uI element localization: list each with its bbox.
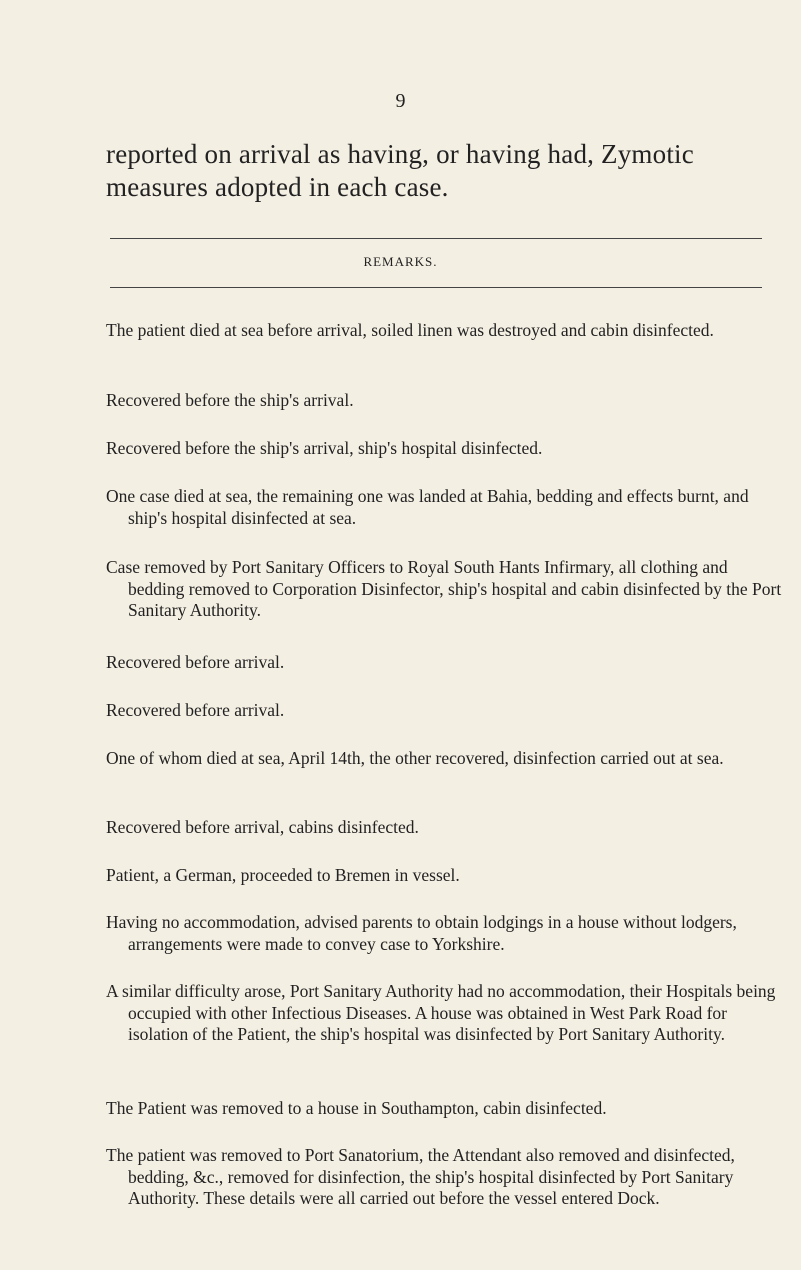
remark-5: Case removed by Port Sanitary Officers to Royal South Hants Infirmary, all clothing and bedding removed to Corporation Disinfector, ship's hospital and cabin disinfected by the Port Sanitary Authority. bbox=[106, 557, 782, 620]
remark-10: Patient, a German, proceeded to Bremen in vessel. bbox=[106, 865, 460, 885]
remark-9: Recovered before arrival, cabins disinfected. bbox=[106, 817, 419, 837]
remark-1: The patient died at sea before arrival, soiled linen was destroyed and cabin disinfected. bbox=[106, 320, 714, 340]
remark-14: The patient was removed to Port Sanatorium, the Attendant also removed and disinfected, bedding, &c., removed for disinfection, the ship's hospital disinfected by Port Sanitary Authority. These details were all carried out before the vessel entered Dock. bbox=[106, 1145, 735, 1208]
rule-top bbox=[110, 238, 762, 239]
intro-text: reported on arrival as having, or having had, Zymotic measures adopted in each case. bbox=[106, 139, 694, 202]
rule-bottom bbox=[110, 287, 762, 288]
remark-12: A similar difficulty arose, Port Sanitary Authority had no accommodation, their Hospitals being occupied with other Infectious Diseases. A house was obtained in West Park Road for isolation of the Patient, the ship's hospital was disinfected by Port Sanitary Authority. bbox=[106, 981, 776, 1044]
remarks-heading: REMARKS. bbox=[363, 254, 438, 269]
remark-3: Recovered before the ship's arrival, ship's hospital disinfected. bbox=[106, 438, 543, 458]
page-number: 9 bbox=[395, 90, 406, 112]
remark-13: The Patient was removed to a house in Southampton, cabin disinfected. bbox=[106, 1098, 607, 1118]
remark-4: One case died at sea, the remaining one was landed at Bahia, bedding and effects burnt, and ship's hospital disinfected at sea. bbox=[106, 486, 749, 528]
remark-7: Recovered before arrival. bbox=[106, 700, 285, 720]
remark-6: Recovered before arrival. bbox=[106, 652, 285, 672]
remark-11: Having no accommodation, advised parents to obtain lodgings in a house without lodgers, arrangements were made to convey case to Yorkshire. bbox=[106, 912, 737, 954]
remark-2: Recovered before the ship's arrival. bbox=[106, 390, 354, 410]
remark-8: One of whom died at sea, April 14th, the other recovered, disinfection carried out at sea. bbox=[106, 748, 724, 768]
